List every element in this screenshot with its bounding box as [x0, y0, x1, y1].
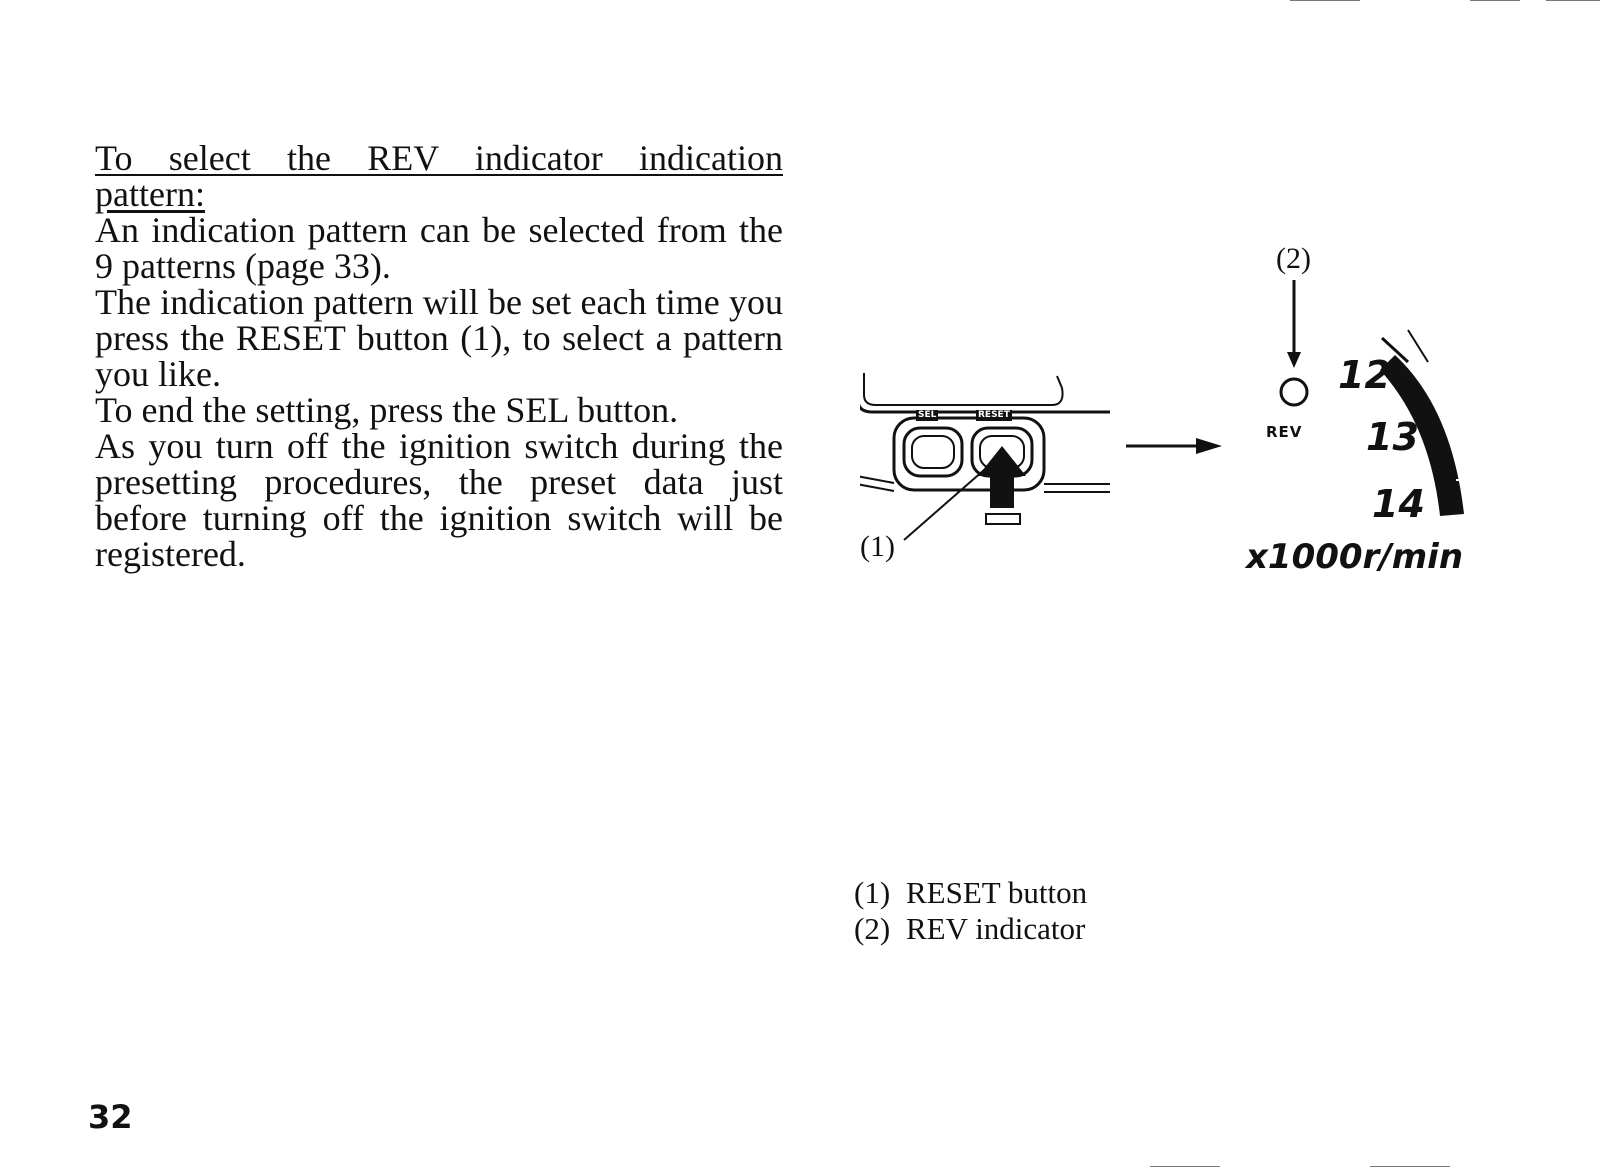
scan-edge-mark: [1290, 0, 1360, 1]
scan-edge-mark: [1546, 0, 1600, 1]
instructions-section: [95, 140, 783, 572]
rpm-tick-14: 14: [1372, 482, 1425, 526]
legend-number: (1): [854, 875, 891, 910]
reset-button-label: RESET: [978, 410, 1010, 420]
legend-label: REV indicator: [906, 911, 1086, 946]
section-heading-continued: pattern:: [95, 174, 205, 214]
paragraph-end-setting: To end the setting, press the SEL button.: [95, 390, 679, 430]
page-number: 32: [88, 1098, 133, 1136]
rpm-tick-12: 12: [1338, 353, 1391, 397]
rev-indicator-illustration: [860, 240, 1520, 600]
rev-indicator-label: REV: [1266, 423, 1303, 441]
scan-edge-mark: [1150, 1166, 1220, 1167]
section-heading: To select the REV indicator indication: [95, 138, 783, 178]
legend-item: [854, 875, 1087, 911]
sel-button-label: SEL: [918, 410, 937, 420]
paragraph-ignition-note: As you turn off the ignition switch during the presetting procedures, the preset data just before turning off the ignition switch will be registered.: [95, 426, 783, 574]
paragraph-pattern-selection: An indication pattern can be selected from the 9 patterns (page 33).: [95, 210, 783, 286]
callout-1: (1): [860, 530, 895, 563]
scan-edge-mark: [1370, 1166, 1450, 1167]
rpm-unit-label: x1000r/min: [1246, 537, 1464, 577]
scan-edge-mark: [1470, 0, 1520, 1]
legend-number: (2): [854, 911, 891, 946]
legend-item: [854, 911, 1087, 947]
rpm-tick-13: 13: [1366, 415, 1419, 459]
callout-2: (2): [1276, 242, 1311, 275]
legend-label: RESET button: [906, 875, 1088, 910]
paragraph-reset-button: The indication pattern will be set each time you press the RESET button (1), to select a pattern you like.: [95, 282, 783, 394]
figure-legend: [854, 875, 1087, 947]
